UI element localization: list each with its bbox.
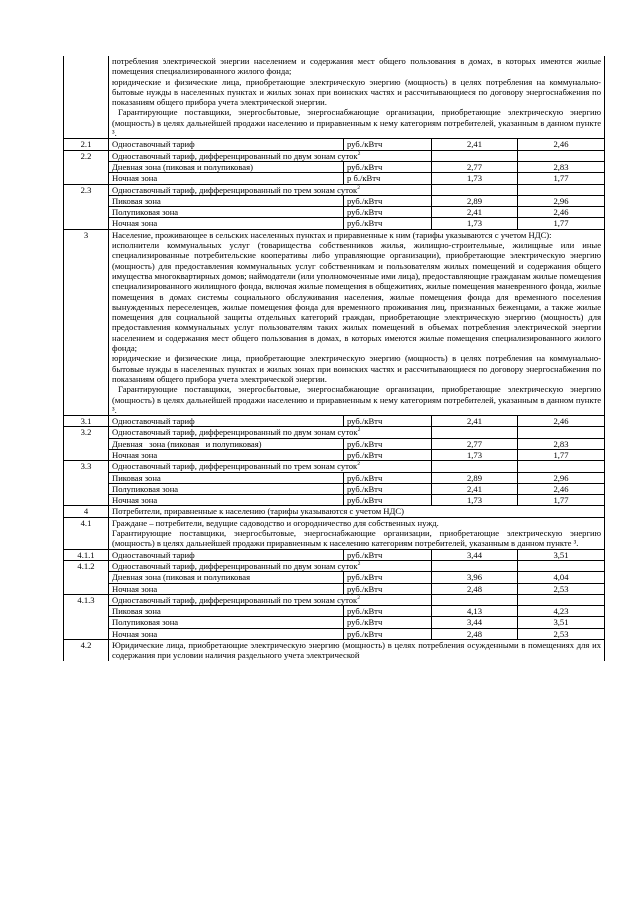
table-row [64,229,605,415]
table-row [64,560,605,571]
value-period-2: 2,53 [518,583,605,594]
category-3-description [109,229,605,415]
tariff-name: Одноставочный тариф, дифференцированный по трем зонам суток$^2$ [109,184,432,195]
table-row [64,207,605,218]
table-row [64,594,605,605]
row-number: 2.3 [64,184,109,195]
table-row [64,617,605,628]
table-row [64,572,605,583]
value-period-1: 2,41 [432,416,518,427]
value-period-2: 1,77 [518,449,605,460]
value-period-1: 2,41 [432,483,518,494]
paragraph: Граждане – потребители, ведущие садоводство и огородничество для собственных нужд. [112,517,439,528]
table-row [64,640,605,661]
unit: руб./кВтч [344,483,432,494]
value-period-2: 3,51 [518,549,605,560]
value-period-2: 2,83 [518,161,605,172]
value-period-1: 3,96 [432,572,518,583]
paragraph: юридические и физические лица, приобретающие электрическую энергию (мощность) в целях потребления на коммунально-бытовые нужды в населенных пунктах и жилых зонах при воинских частях и рассчитывающиеся по договору энергоснабжения по показаниям общего прибора учета электрической энергии. [112,353,602,384]
unit: руб./кВтч [344,161,432,172]
value-period-1: 1,73 [432,173,518,184]
table-row [64,150,605,161]
zone-name: Полупиковая зона [109,617,344,628]
row-number: 4.1.1 [64,549,109,560]
value-period-2: 1,77 [518,173,605,184]
value-period-2: 4,23 [518,606,605,617]
value-period-2: 2,46 [518,483,605,494]
category-4-2-description: Юридические лица, приобретающие электрическую энергию (мощность) в целях потребления осужденными в помещениях для их содержания при условии наличия раздельного учета электрической [109,640,605,661]
table-row [64,416,605,427]
table-row [64,449,605,460]
value-period-1: 2,89 [432,472,518,483]
table-row [64,495,605,506]
unit: руб./кВтч [344,628,432,639]
paragraph: юридические и физические лица, приобретающие электрическую энергию (мощность) в целях потребления на коммунально-бытовые нужды в населенных пунктах и жилых зонах при воинских частях и рассчитывающиеся по договору энергоснабжения по показаниям общего прибора учета электрической энергии. [112,76,602,108]
value-period-1: 2,77 [432,438,518,449]
zone-name: Ночная зона [109,495,344,506]
unit: руб./кВтч [344,549,432,560]
zone-name: Полупиковая зона [109,483,344,494]
table-row [64,173,605,184]
value-period-2: 4,04 [518,572,605,583]
value-period-1: 1,73 [432,495,518,506]
row-number: 4.1 [64,517,109,549]
paragraph: Гарантирующие поставщики, энергосбытовые, энергоснабжающие организации, приобретающие электрическую энергию (мощность) в целях дальнейшей продажи населению и приравненным к нему категориям потребителей, указанным в данном пункте ³. [112,107,602,139]
unit: руб./кВтч [344,495,432,506]
table-row [64,628,605,639]
row-number: 4 [64,506,109,517]
paragraph: Гарантирующие поставщики, энергосбытовые, энергоснабжающие организации, приобретающие электрическую энергию (мощность) в целях дальнейшей продажи приравненным к населению категориям потребителей, указанным в данном пункте ³. [112,528,602,549]
value-period-1: 4,13 [432,606,518,617]
value-period-2: 2,96 [518,195,605,206]
value-period-1: 3,44 [432,549,518,560]
table-row [64,139,605,150]
row-number: 3.3 [64,461,109,472]
zone-name: Ночная зона [109,628,344,639]
row-number: 3.1 [64,416,109,427]
table-row [64,606,605,617]
unit: руб./кВтч [344,572,432,583]
value-period-1: 1,73 [432,218,518,229]
row-number: 2.2 [64,150,109,161]
tariff-name: Одноставочный тариф, дифференцированный по трем зонам суток$^2$ [109,594,432,605]
table-row [64,184,605,195]
tariff-document-page [63,56,604,661]
table-row [64,483,605,494]
value-period-2: 3,51 [518,617,605,628]
table-row [64,161,605,172]
zone-name: Ночная зона [109,449,344,460]
table-row [64,583,605,594]
zone-name: Ночная зона [109,173,344,184]
unit: руб./кВтч [344,416,432,427]
paragraph: Гарантирующие поставщики, энергосбытовые, энергоснабжающие организации, приобретающие электрическую энергию (мощность) в целях дальнейшей продажи населению и приравненным к нему категориям потребителей, указанным в данном пункте ³. [112,384,602,415]
table-row [64,461,605,472]
zone-name: Пиковая зона [109,472,344,483]
value-period-2: 2,46 [518,416,605,427]
table-row [64,218,605,229]
unit: руб./кВтч [344,449,432,460]
paragraph: потребления электрической энергии населением и содержания мест общего пользования в домах, в которых имеются жилые помещения специализированного жилого фонда; [112,56,602,77]
tariff-name: Одноставочный тариф, дифференцированный по двум зонам суток$^2$ [109,560,432,571]
row-number: 3 [64,229,109,415]
value-period-1: 3,44 [432,617,518,628]
unit: руб./кВтч [344,207,432,218]
tariff-name: Одноставочный тариф, дифференцированный по двум зонам суток$^2$ [109,427,432,438]
row-number: 3.2 [64,427,109,438]
category-4-1-description [109,517,605,549]
unit: руб./кВтч [344,617,432,628]
unit: руб./кВтч [344,195,432,206]
table-row [64,517,605,549]
value-period-1: 2,41 [432,207,518,218]
value-period-1: 2,48 [432,583,518,594]
tariff-name: Одноставочный тариф [109,139,344,150]
category-2-description-continued [109,56,605,139]
value-period-2: 2,53 [518,628,605,639]
value-period-2: 1,77 [518,495,605,506]
unit: руб./кВтч [344,606,432,617]
table-row [64,427,605,438]
value-period-2: 2,96 [518,472,605,483]
tariff-table [63,56,605,661]
tariff-name: Одноставочный тариф, дифференцированный по двум зонам суток$^2$ [109,150,432,161]
table-row [64,472,605,483]
tariff-name: Одноставочный тариф [109,416,344,427]
tariff-name: Одноставочный тариф [109,549,344,560]
category-4-title: Потребители, приравненные к населению (тарифы указываются с учетом НДС) [109,506,605,517]
unit: руб./кВтч [344,583,432,594]
unit: руб./кВтч [344,438,432,449]
table-row [64,195,605,206]
value-period-1: 1,73 [432,449,518,460]
zone-name: Дневная зона (пиковая и полупиковая [109,572,344,583]
row-number: 4.1.2 [64,560,109,571]
zone-name: Пиковая зона [109,606,344,617]
paragraph: Население, проживающее в сельских населенных пунктах и приравненные к ним (тарифы указываются с учетом НДС): [112,229,552,240]
value-period-2: 1,77 [518,218,605,229]
zone-name: Полупиковая зона [109,207,344,218]
tariff-name: Одноставочный тариф, дифференцированный по трем зонам суток$^2$ [109,461,432,472]
unit: руб./кВтч [344,218,432,229]
zone-name: Дневная зона (пиковая и полупиковая) [109,438,344,449]
value-period-1: 2,41 [432,139,518,150]
value-period-2: 2,83 [518,438,605,449]
table-row [64,549,605,560]
zone-name: Дневная зона (пиковая и полупиковая) [109,161,344,172]
unit: руб./кВтч [344,472,432,483]
table-row [64,56,605,139]
zone-name: Пиковая зона [109,195,344,206]
paragraph: исполнители коммунальных услуг (товарищества собственников жилья, жилищно-строительные, жилищные или иные специализированные потребительские кооперативы либо управляющие организации), приобретающие электрическую энергию (мощность) для предоставления коммунальных услуг собственникам и пользователям жилых помещений и содержания общего имущества многоквартирных домов; наймодатели (или уполномоченные ими лица), предоставляющие гражданам жилые помещения специализированного жилищного фонда, включая жилые помещения в общежитиях, жилые помещения маневренного фонда, жилые помещения в домах системы социального обслуживания населения, жилые помещения фонда для временного поселения вынужденных переселенцев, жилые помещения фонда для временного проживания лиц, признанных беженцами, а также жилые помещения для социальной защиты отдельных категорий граждан, приобретающие электрическую энергию (мощность) для предоставления коммунальных услуг пользователям таких жилых помещений в объемах потребления электрической энергии населением и содержания мест общего пользования в домах, в которых имеются жилые помещения специализированного жилого фонда; [112,240,602,354]
value-period-2: 2,46 [518,207,605,218]
zone-name: Ночная зона [109,583,344,594]
unit: руб./кВтч [344,139,432,150]
value-period-1: 2,89 [432,195,518,206]
unit: р б./кВтч [344,173,432,184]
zone-name: Ночная зона [109,218,344,229]
value-period-1: 2,48 [432,628,518,639]
table-row [64,506,605,517]
row-number: 4.2 [64,640,109,661]
value-period-2: 2,46 [518,139,605,150]
table-row [64,438,605,449]
row-number: 2.1 [64,139,109,150]
row-number: 4.1.3 [64,594,109,605]
value-period-1: 2,77 [432,161,518,172]
